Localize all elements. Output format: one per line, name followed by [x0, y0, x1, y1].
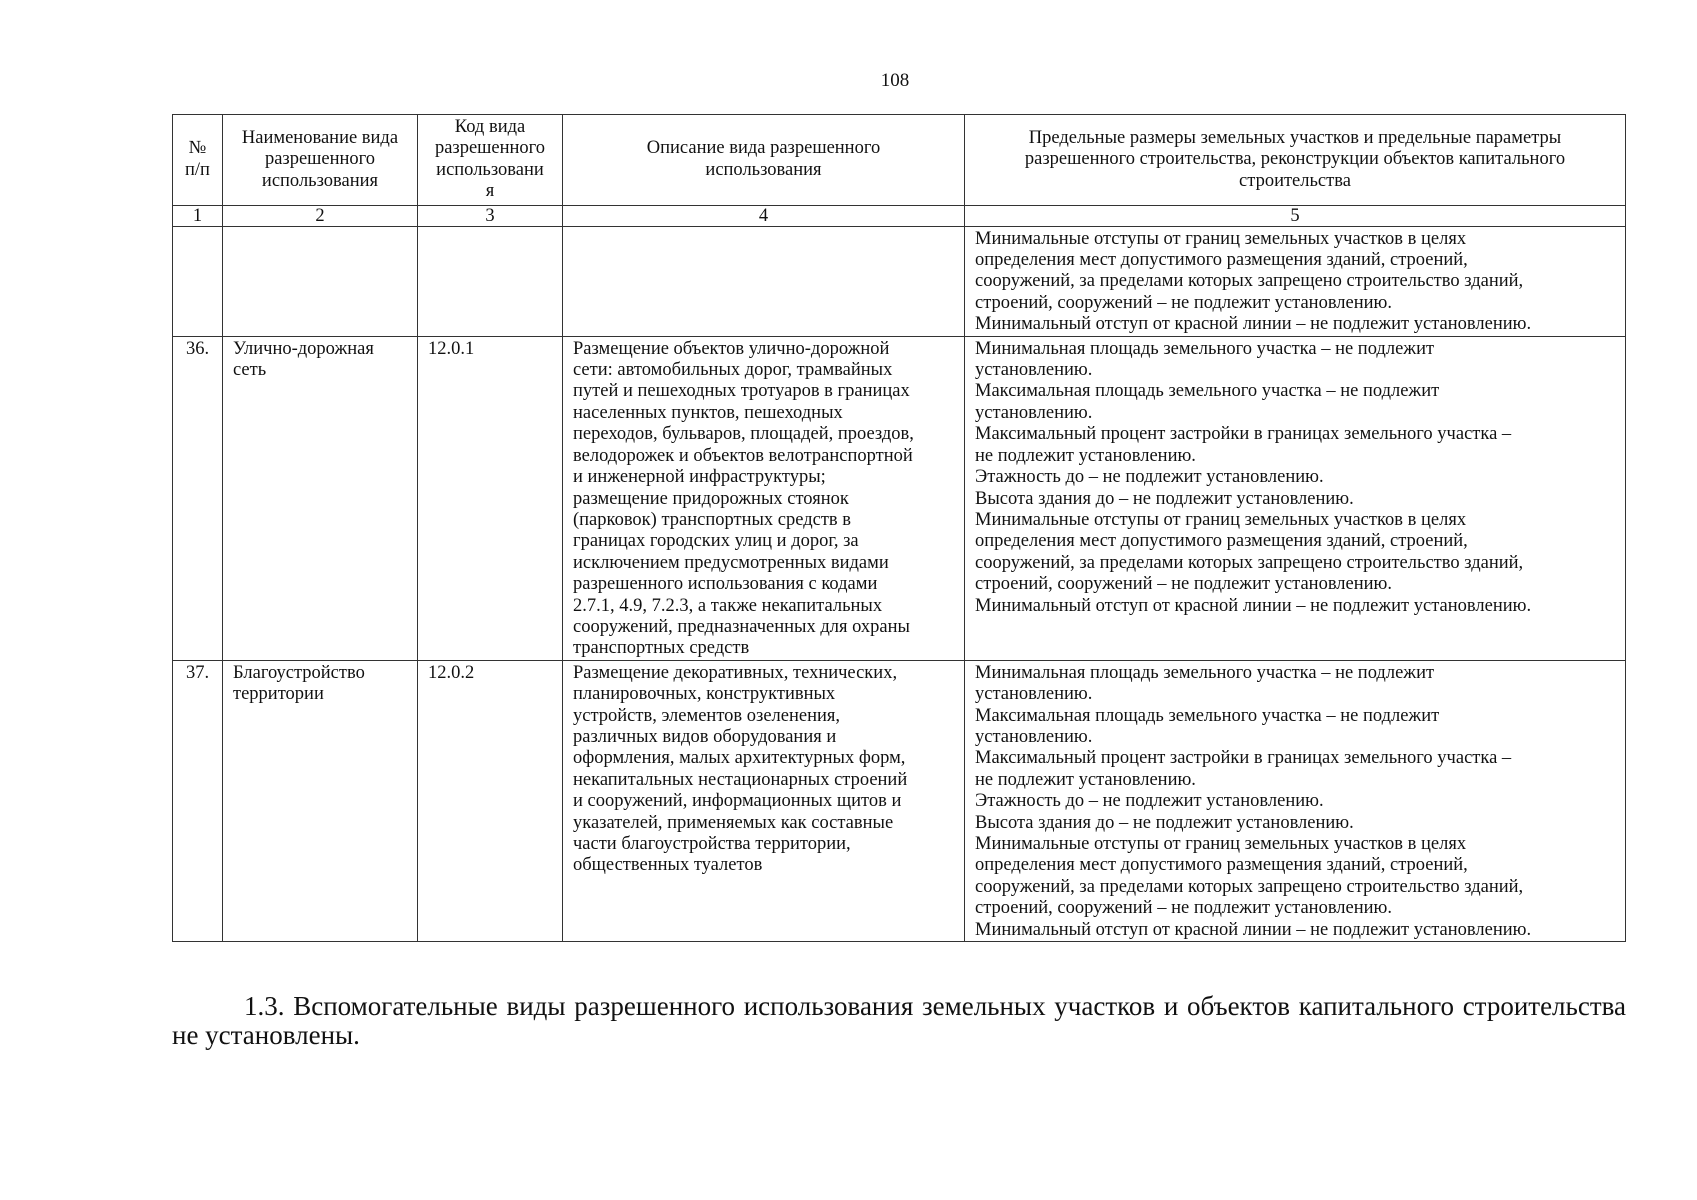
- row-limit-parameters: Минимальные отступы от границ земельных участков в целях определения мест допустимого размещения зданий, строений, сооружений, за пределами которых запрещено строительство зданий, строений, сооружений – не подлежит установлению. Минимальный отступ от красной линии – не подлежит установлению.: [965, 226, 1626, 336]
- row-use-code: [418, 226, 563, 336]
- row-number: 36.: [173, 336, 223, 660]
- row-limit-parameters: Минимальная площадь земельного участка – не подлежит установлению. Максимальная площадь земельного участка – не подлежит установлению. Максимальный процент застройки в границах земельного участка – не подлежит установлению. Этажность до – не подлежит установлению. Высота здания до – не подлежит установлению. Минимальные отступы от границ земельных участков в целях определения мест допустимого размещения зданий, строений, сооружений, за пределами которых запрещено строительство зданий, строений, сооружений – не подлежит установлению. Минимальный отступ от красной линии – не подлежит установлению.: [965, 660, 1626, 941]
- row-use-description: Размещение объектов улично-дорожной сети: автомобильных дорог, трамвайных путей и пешеходных тротуаров в границах населенных пунктов, пешеходных переходов, бульваров, площадей, проездов, велодорожек и объектов велотранспортной и инженерной инфраструктуры; размещение придорожных стоянок (парковок) транспортных средств в границах городских улиц и дорог, за исключением предусмотренных видами разрешенного использования с кодами 2.7.1, 4.9, 7.2.3, а также некапитальных сооружений, предназначенных для охраны транспортных средств: [563, 336, 965, 660]
- table-row: [173, 226, 1626, 336]
- header-use-description: Описание вида разрешенного использования: [563, 115, 965, 206]
- column-number-row: [173, 205, 1626, 226]
- column-number: 2: [223, 205, 418, 226]
- header-limit-parameters: Предельные размеры земельных участков и предельные параметры разрешенного строительства, реконструкции объектов капитального строительства: [965, 115, 1626, 206]
- row-use-code: 12.0.1: [418, 336, 563, 660]
- row-use-name: Улично-дорожная сеть: [223, 336, 418, 660]
- table-row: [173, 660, 1626, 941]
- row-number: 37.: [173, 660, 223, 941]
- header-use-name: Наименование вида разрешенного использования: [223, 115, 418, 206]
- row-use-name: Благоустройство территории: [223, 660, 418, 941]
- row-limit-parameters: Минимальная площадь земельного участка – не подлежит установлению. Максимальная площадь земельного участка – не подлежит установлению. Максимальный процент застройки в границах земельного участка – не подлежит установлению. Этажность до – не подлежит установлению. Высота здания до – не подлежит установлению. Минимальные отступы от границ земельных участков в целях определения мест допустимого размещения зданий, строений, сооружений, за пределами которых запрещено строительство зданий, строений, сооружений – не подлежит установлению. Минимальный отступ от красной линии – не подлежит установлению.: [965, 336, 1626, 660]
- table-row: [173, 336, 1626, 660]
- header-use-code: Код вида разрешенного использовани я: [418, 115, 563, 206]
- row-use-description: [563, 226, 965, 336]
- row-use-code: 12.0.2: [418, 660, 563, 941]
- column-number: 4: [563, 205, 965, 226]
- row-use-description: Размещение декоративных, технических, планировочных, конструктивных устройств, элементов озеленения, различных видов оборудования и оформления, малых архитектурных форм, некапитальных нестационарных строений и сооружений, информационных щитов и указателей, применяемых как составные части благоустройства территории, общественных туалетов: [563, 660, 965, 941]
- auxiliary-uses-paragraph: 1.3. Вспомогательные виды разрешенного использования земельных участков и объектов капитального строительства не установлены.: [172, 991, 1626, 1050]
- regulations-table: [172, 114, 1626, 942]
- table-header-row: [173, 115, 1626, 206]
- column-number: 3: [418, 205, 563, 226]
- page-number: 108: [880, 70, 910, 91]
- column-number: 1: [173, 205, 223, 226]
- row-use-name: [223, 226, 418, 336]
- column-number: 5: [965, 205, 1626, 226]
- row-number: [173, 226, 223, 336]
- header-number: № п/п: [173, 115, 223, 206]
